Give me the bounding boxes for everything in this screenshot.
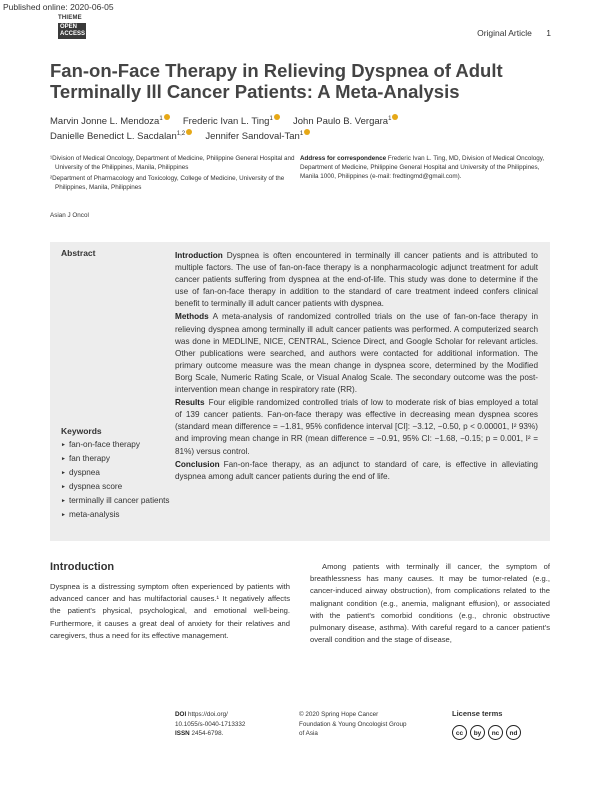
cc-license-icons[interactable] bbox=[452, 725, 521, 740]
nd-icon: nd bbox=[506, 725, 521, 740]
orcid-icon[interactable] bbox=[186, 129, 192, 135]
abstract-section bbox=[175, 397, 538, 457]
author[interactable]: Danielle Benedict L. Sacdalan bbox=[50, 131, 177, 143]
section-heading: Results bbox=[175, 398, 205, 408]
section-text: Dyspnea is often encountered in terminally ill cancer patients and is attributed to multiple factors. The use of fan-on-face therapy is a nonpharmacologic adjunct treatment for adult cancer patients suffering from dyspnea at the end-of-life. This study was done to determine if the use of fan-on-face therapy in addition to the standard of care treatment indeed confers clinical benefit to terminally ill adult cancer patients with dyspnea. bbox=[175, 251, 538, 309]
keyword-item: ► meta-analysis bbox=[61, 508, 171, 522]
logo-box bbox=[58, 23, 86, 39]
article-type: Original Article bbox=[477, 28, 532, 38]
correspondence-text: Frederic Ivan L. Ting, MD, Division of Medical Oncology, Department of Medicine, Philippine General Hospital and University of the Philippines, Manila 1000, Philippines (e-mail: fredtingmd@gmail.com). bbox=[300, 155, 545, 180]
section-heading: Introduction bbox=[175, 251, 223, 260]
running-header bbox=[477, 28, 551, 38]
keyword-item: ► fan-on-face therapy bbox=[61, 438, 171, 452]
doi-link[interactable]: https://doi.org/ bbox=[187, 711, 228, 718]
body-column-right: Among patients with terminally ill cancer, the symptom of breathlessness has many causes. It may be tumor-related (e.g., cancer-induced airway obstruction), from complications related to the malignant condition (e.g., anemia, malignant effusion), or associated with the patient's comorbid conditions (e.g., chronic obstructive pulmonary disease, asthma). With careful regard to a cancer patient's overall condition and the stage of disease, bbox=[310, 562, 550, 645]
correspondence bbox=[300, 154, 550, 181]
affiliations bbox=[50, 154, 300, 194]
section-heading: Conclusion bbox=[175, 459, 220, 469]
thieme-open-access-logo bbox=[58, 15, 86, 39]
logo-line3: ACCESS bbox=[60, 31, 86, 37]
section-heading-introduction: Introduction bbox=[50, 561, 115, 573]
correspondence-label: Address for correspondence bbox=[300, 155, 387, 162]
copyright: © 2020 Spring Hope Cancer Foundation & Young Oncologist Group of Asia bbox=[299, 711, 407, 737]
logo-line2: OPEN bbox=[60, 24, 78, 30]
license-label: License terms bbox=[452, 709, 503, 718]
orcid-icon[interactable] bbox=[164, 114, 170, 120]
logo-line1: THIEME bbox=[58, 15, 82, 21]
doi-number: 10.1055/s-0040-1713332 bbox=[175, 720, 246, 728]
keywords-list bbox=[61, 438, 171, 522]
abstract-label: Abstract bbox=[61, 248, 96, 258]
abstract-text bbox=[175, 250, 538, 484]
affiliation: ¹Division of Medical Oncology, Department of Medicine, Philippine General Hospital and University of the Philippines, Manila, Philippines bbox=[50, 155, 295, 171]
journal-name: Asian J Oncol bbox=[50, 212, 89, 219]
orcid-icon[interactable] bbox=[304, 129, 310, 135]
author[interactable]: John Paulo B. Vergara bbox=[293, 116, 389, 128]
article-title: Fan-on-Face Therapy in Relieving Dyspnea of Adult Terminally Ill Cancer Patients: A Meta-Analysis bbox=[50, 60, 503, 102]
doi-block: DOI https://doi.org/ 10.1055/s-0040-1713332 ISSN 2454-6798. bbox=[175, 711, 246, 737]
keyword-item: ► fan therapy bbox=[61, 452, 171, 466]
orcid-icon[interactable] bbox=[274, 114, 280, 120]
page-number: 1 bbox=[546, 28, 551, 38]
body-column-left: Dyspnea is a distressing symptom often experienced by patients with advanced cancer and has multifactorial causes.¹ It negatively affects the patient's physical, psychological, and emotional well-being. Furthermore, it causes a great deal of anxiety for their relatives and caregivers, thus a need for its effective management. bbox=[50, 582, 290, 640]
author[interactable]: Marvin Jonne L. Mendoza bbox=[50, 116, 160, 128]
section-text: Fan-on-face therapy, as an adjunct to standard of care, is effective in alleviating dyspnea among adult cancer patients during the end of life. bbox=[175, 459, 538, 481]
section-text: A meta-analysis of randomized controlled trials on the use of fan-on-face therapy in relieving dyspnea among terminally ill adult cancer patients was performed. A computerized search was done in MEDLINE, NICE, CENTRAL, Science Direct, and Google Scholar for relevant articles. Other publications were searched, and authors were contacted for additional information. The primary outcome measure was the mean change in dyspnea score, determined by the Modified Borg Scale, Numeric Rating Scale, or Visual Analog Scale. The secondary outcome was the post-intervention mean change in respiratory rate (RR). bbox=[175, 312, 538, 395]
nc-icon: nc bbox=[488, 725, 503, 740]
abstract-section bbox=[175, 250, 538, 310]
keywords-label: Keywords bbox=[61, 426, 102, 436]
author-list: Marvin Jonne L. Mendoza$^1$ Frederic Ivan L. Ting$^1$ John Paulo B. Vergara$^1$ Danielle Benedict L. Sacdalan$^{1,2}$ Jennifer Sandoval-Tan$^1$ bbox=[50, 113, 570, 143]
issn-value: 2454-6798. bbox=[191, 730, 224, 737]
section-text: Four eligible randomized controlled trials of low to moderate risk of bias employed a total of 139 cancer patients. Fan-on-face therapy was effective in decreasing mean dyspnea scores (standard mean difference = −1.81, 95% confidence interval [CI]: −3.12, −0.50, p < 0.00001, I² 93%) and improving mean change in RR (mean difference = −0.91, 95% CI: −1.68, −0.15; p = 0.001, I² = 81%) versus control. bbox=[175, 398, 538, 456]
cc-icon: cc bbox=[452, 725, 467, 740]
orcid-icon[interactable] bbox=[392, 114, 398, 120]
keyword-item: ► dyspnea score bbox=[61, 480, 171, 494]
published-date: Published online: 2020-06-05 bbox=[3, 2, 114, 12]
author[interactable]: Frederic Ivan L. Ting bbox=[182, 116, 270, 128]
keyword-item: ► terminally ill cancer patients bbox=[61, 494, 171, 508]
license-block bbox=[452, 709, 521, 740]
by-icon: by bbox=[470, 725, 485, 740]
section-heading: Methods bbox=[175, 312, 209, 322]
affiliation: ²Department of Pharmacology and Toxicology, College of Medicine, University of the Philippines, Manila, Philippines bbox=[50, 175, 285, 191]
keyword-item: ► dyspnea bbox=[61, 466, 171, 480]
abstract-section bbox=[175, 311, 538, 396]
author[interactable]: Jennifer Sandoval-Tan bbox=[205, 131, 300, 143]
abstract-section bbox=[175, 459, 538, 483]
